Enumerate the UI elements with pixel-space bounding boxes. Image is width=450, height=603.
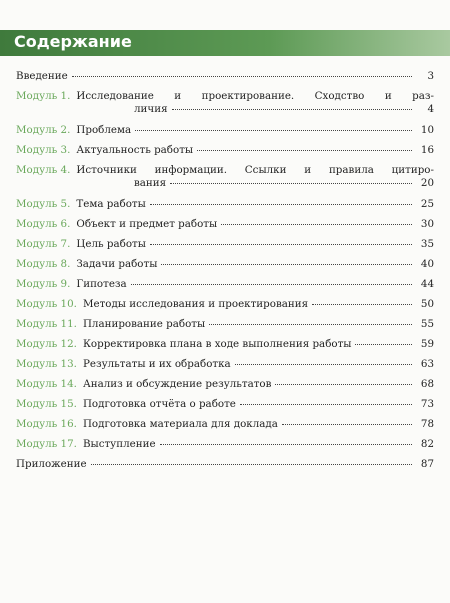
toc-entry-module-4[interactable]	[16, 164, 434, 190]
toc-entry-title: Подготовка материала для доклада	[82, 418, 278, 430]
toc-module-number: Модуль 15.	[16, 398, 77, 410]
dot-leader	[209, 323, 412, 325]
toc-module-number: Модуль 11.	[16, 318, 77, 330]
toc-entry-page: 59	[420, 338, 434, 350]
toc-entry-module-5[interactable]	[16, 198, 434, 211]
dot-leader	[135, 129, 412, 131]
toc-entry-title-continued: вания	[134, 177, 167, 189]
toc-entry-page: 68	[420, 378, 434, 390]
toc-entry-page: 50	[420, 298, 434, 310]
toc-entry-page: 78	[420, 418, 434, 430]
toc-entry-page: 20	[420, 177, 434, 189]
toc-entry-module-15[interactable]	[16, 398, 434, 411]
toc-entry-title: Введение	[16, 70, 68, 82]
toc-module-number: Модуль 2.	[16, 124, 71, 136]
toc-entry-module-10[interactable]	[16, 298, 434, 311]
toc-entry-title: Планирование работы	[82, 318, 206, 330]
toc-entry-module-17[interactable]	[16, 438, 434, 451]
toc-entry-title: Проблема	[76, 124, 132, 136]
toc-entry-module-3[interactable]	[16, 144, 434, 157]
toc-entry-page: 25	[420, 198, 434, 210]
toc-module-number: Модуль 8.	[16, 258, 71, 270]
toc-entry-title: Источники информации. Ссылки и правила цитиро-	[76, 164, 434, 176]
toc-entry-title: Цель работы	[76, 238, 146, 250]
toc-entry-page: 40	[420, 258, 434, 270]
dot-leader	[235, 363, 412, 365]
toc-entry-title: Подготовка отчёта о работе	[82, 398, 236, 410]
toc-module-number: Модуль 14.	[16, 378, 77, 390]
toc-entry-module-8[interactable]	[16, 258, 434, 271]
toc-entry-module-14[interactable]	[16, 378, 434, 391]
toc-module-number: Модуль 16.	[16, 418, 77, 430]
toc-entry-page: 82	[420, 438, 434, 450]
toc-entry-title: Исследование и проектирование. Сходство и раз-	[76, 90, 434, 102]
toc-module-number: Модуль 9.	[16, 278, 71, 290]
toc-entry-title: Тема работы	[76, 198, 146, 210]
dot-leader	[240, 403, 412, 405]
dot-leader	[172, 108, 412, 110]
toc-entry-page: 55	[420, 318, 434, 330]
toc-entry-title: Актуальность работы	[76, 144, 194, 156]
toc-entry-page: 63	[420, 358, 434, 370]
toc-entry-page: 73	[420, 398, 434, 410]
toc-entry-title: Выступление	[82, 438, 156, 450]
toc-entry-page: 44	[420, 278, 434, 290]
toc-entry-title: Задачи работы	[76, 258, 158, 270]
toc-module-number: Модуль 12.	[16, 338, 77, 350]
dot-leader	[312, 303, 412, 305]
dot-leader	[170, 182, 412, 184]
toc-entry-module-12[interactable]	[16, 338, 434, 351]
dot-leader	[160, 443, 412, 445]
toc-module-number: Модуль 4.	[16, 164, 71, 176]
dot-leader	[150, 243, 412, 245]
dot-leader	[275, 383, 412, 385]
toc-module-number: Модуль 5.	[16, 198, 71, 210]
toc-entry-page: 10	[420, 124, 434, 136]
toc-entry-title: Гипотеза	[76, 278, 127, 290]
toc-entry-page: 4	[427, 103, 434, 115]
dot-leader	[161, 263, 412, 265]
toc-entry-title-continued: личия	[134, 103, 168, 115]
page-title: Содержание	[14, 32, 132, 51]
toc-entry-module-6[interactable]	[16, 218, 434, 231]
dot-leader	[197, 149, 412, 151]
toc-entry-module-1[interactable]	[16, 90, 434, 116]
toc-entry-page: 16	[420, 144, 434, 156]
dot-leader	[221, 223, 412, 225]
toc-module-number: Модуль 3.	[16, 144, 71, 156]
toc-entry-module-9[interactable]	[16, 278, 434, 291]
toc-entry-appendix[interactable]	[16, 458, 434, 471]
toc-entry-page: 30	[420, 218, 434, 230]
toc-entry-module-11[interactable]	[16, 318, 434, 331]
toc-entry-page: 3	[427, 70, 434, 82]
dot-leader	[72, 75, 412, 77]
dot-leader	[91, 463, 412, 465]
toc-entry-module-13[interactable]	[16, 358, 434, 371]
toc-module-number: Модуль 1.	[16, 90, 71, 102]
toc-entry-title: Результаты и их обработка	[82, 358, 231, 370]
dot-leader	[131, 283, 412, 285]
toc-entry-title: Корректировка плана в ходе выполнения работы	[82, 338, 352, 350]
toc-entry-page: 87	[420, 458, 434, 470]
toc-entry-title: Анализ и обсуждение результатов	[82, 378, 272, 390]
toc-entry-module-16[interactable]	[16, 418, 434, 431]
contents-header	[0, 30, 450, 56]
dot-leader	[355, 343, 412, 345]
toc-module-number: Модуль 17.	[16, 438, 77, 450]
dot-leader	[150, 203, 412, 205]
toc-entry-module-2[interactable]	[16, 124, 434, 137]
toc-entry-title: Методы исследования и проектирования	[82, 298, 309, 310]
toc-entry-intro[interactable]	[16, 70, 434, 83]
toc-module-number: Модуль 7.	[16, 238, 71, 250]
toc-module-number: Модуль 13.	[16, 358, 77, 370]
toc-module-number: Модуль 6.	[16, 218, 71, 230]
dot-leader	[282, 423, 412, 425]
toc-entry-title: Приложение	[16, 458, 87, 470]
toc-entry-page: 35	[420, 238, 434, 250]
toc-entry-module-7[interactable]	[16, 238, 434, 251]
toc-module-number: Модуль 10.	[16, 298, 77, 310]
toc-entry-title: Объект и предмет работы	[76, 218, 218, 230]
